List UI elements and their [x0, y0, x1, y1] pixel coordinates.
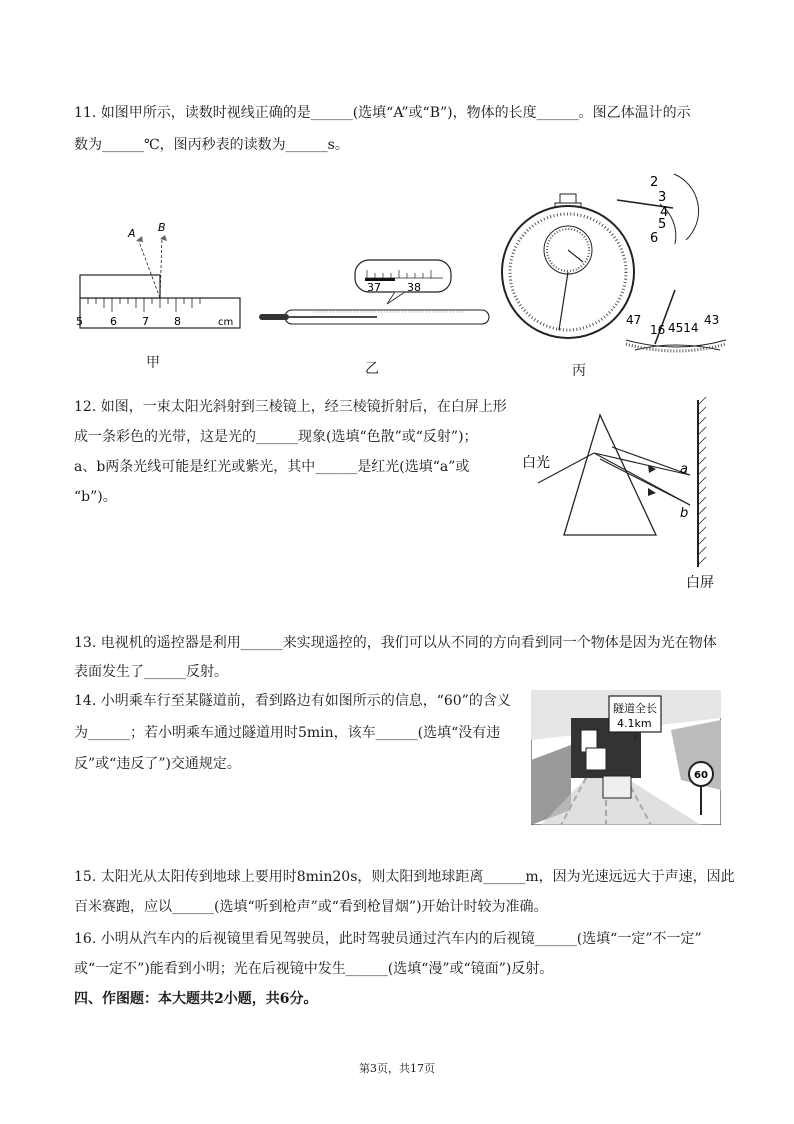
q11-line-1: 11. 如图甲所示，读数时视线正确的是______(选填“A”或“B”)，物体的长度______。图乙体温计的示	[74, 105, 691, 121]
zoom-label-38: 38	[407, 281, 421, 294]
q15-line-2: 百米赛跑，应以______(选填“听到枪声”或“看到枪冒烟”)开始计时较为准确。	[74, 899, 548, 915]
q12-line-2: 成一条彩色的光带，这是光的______现象(选填“色散”或“反射”)；	[74, 429, 478, 445]
zoom-top-2: 2	[650, 175, 659, 190]
eye-a-icon	[136, 236, 143, 242]
speed-limit-value: 60	[694, 770, 708, 781]
q14-line-2: 为______；若小明乘车通过隧道用时5min，该车______(选填“没有违	[74, 725, 501, 741]
thermometer-figure	[255, 258, 495, 333]
tunnel-figure	[531, 690, 721, 825]
q13-line-2: 表面发生了______反射。	[74, 664, 228, 680]
q16-line-2: 或“一定不”)能看到小明；光在后视镜中发生______(选填“漫”或“镜面”)反射。	[74, 961, 554, 977]
white-light-label: 白光	[522, 455, 550, 471]
q12-line-4: “b”)。	[74, 489, 117, 505]
ruler-tick-8: 8	[174, 315, 181, 328]
zoom-top-scale	[640, 168, 700, 248]
q12-line-1: 12. 如图，一束太阳光斜射到三棱镜上，经三棱镜折射后，在白屏上形	[74, 399, 507, 415]
thermometer-bulb	[259, 314, 289, 320]
caption-jia: 甲	[146, 355, 160, 371]
sightline-a-label: A	[128, 227, 136, 240]
ruler-tick-5: 5	[76, 315, 83, 328]
q12-line-3: a、b两条光线可能是红光或紫光，其中______是红光(选填“a”或	[74, 459, 470, 475]
prism	[564, 415, 656, 535]
page-footer: 第3页，共17页	[359, 1062, 435, 1075]
q11-line-2: 数为______℃，图丙秒表的读数为______s。	[74, 137, 349, 153]
q14-line-3: 反”或“违反了”)交通规定。	[74, 756, 241, 772]
zoom-top-3: 3	[658, 190, 667, 205]
q13-line-1: 13. 电视机的遥控器是利用______来实现遥控的，我们可以从不同的方向看到同一个物体是因为光在物体	[74, 635, 717, 651]
white-screen-label: 白屏	[686, 575, 714, 591]
ruler-unit: cm	[218, 317, 234, 328]
section-4-heading: 四、作图题：本大题共2小题，共6分。	[74, 991, 318, 1007]
q16-line-1: 16. 小明从汽车内的后视镜里看见驾驶员，此时驾驶员通过汽车内的后视镜______(选填“一定”不一定”	[74, 931, 702, 947]
zoom-top-4: 4	[660, 205, 669, 220]
zoom-bottom-43: 43	[704, 313, 720, 327]
ray-b-label: b	[680, 506, 689, 521]
prism-figure	[520, 395, 730, 595]
sightline-b-label: B	[158, 221, 166, 234]
eye-b-icon	[160, 235, 167, 241]
zoom-label-37: 37	[367, 281, 381, 294]
ruler-tick-7: 7	[142, 315, 149, 328]
zoom-bottom-scale	[622, 310, 732, 355]
ray-a-label: a	[680, 462, 688, 477]
tunnel-sign-title: 隧道全长	[613, 702, 657, 715]
measured-object	[80, 275, 160, 298]
zoom-top-6: 6	[650, 231, 659, 246]
zoom-bottom-47: 47	[626, 313, 642, 327]
tunnel-sign-length: 4.1km	[617, 717, 652, 730]
zoom-top-5: 5	[658, 217, 667, 232]
zoom-bottom-4514: 4514	[668, 321, 699, 335]
zoom-bottom-16: 16	[650, 323, 666, 337]
caption-yi: 乙	[365, 361, 379, 377]
q15-line-1: 15. 太阳光从太阳传到地球上要用时8min20s，则太阳到地球距离______m，因为光速远远大于声速，因此	[74, 869, 735, 885]
ruler-tick-6: 6	[110, 315, 117, 328]
ruler-figure	[70, 215, 250, 335]
caption-bing: 丙	[572, 363, 586, 379]
truck-icon	[586, 748, 606, 770]
q14-line-1: 14. 小明乘车行至某隧道前，看到路边有如图所示的信息，“60”的含义	[74, 693, 511, 709]
